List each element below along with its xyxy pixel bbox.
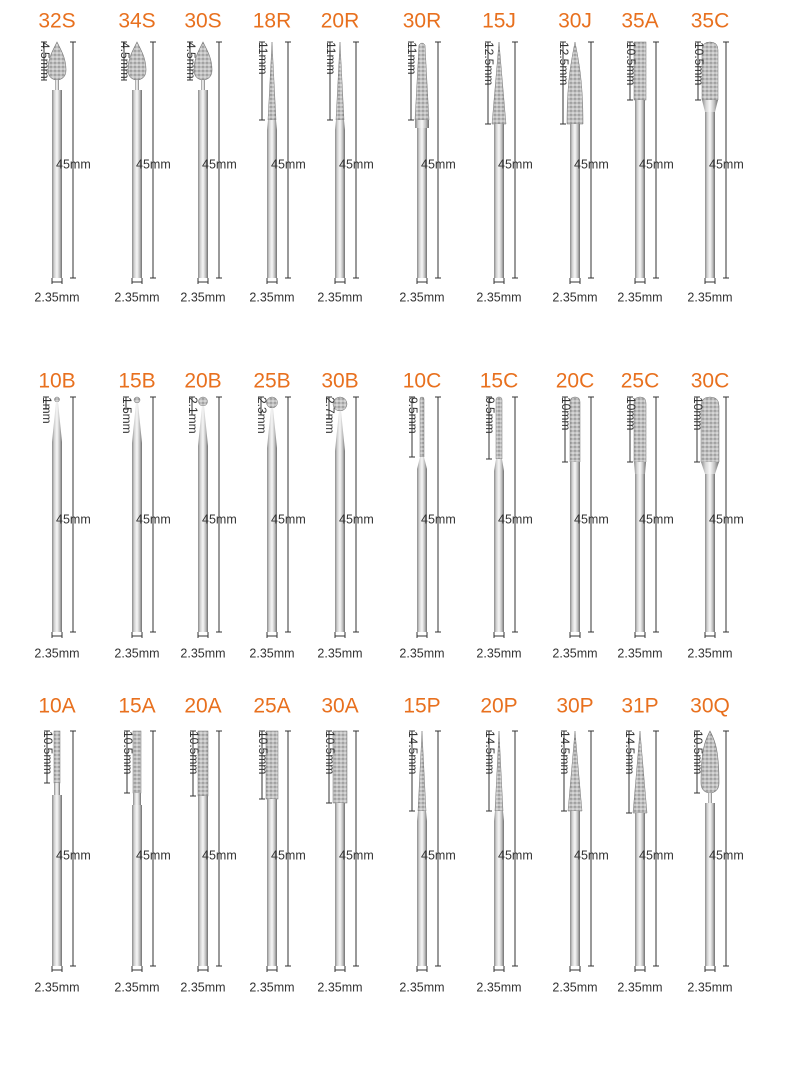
bit-item-15a xyxy=(114,695,170,995)
bit-item-30a xyxy=(317,695,373,995)
bit-shaft xyxy=(417,469,427,632)
shaft-length-label: 45mm xyxy=(271,157,306,172)
bit-code: 20B xyxy=(184,369,222,393)
bit-shaft xyxy=(494,821,504,966)
bit-code: 30A xyxy=(321,694,359,718)
shaft-diameter-label: 2.35mm xyxy=(399,980,445,995)
shaft-length-label: 45mm xyxy=(136,157,171,172)
bit-code: 25A xyxy=(253,694,291,718)
bit-item-30r xyxy=(399,10,455,305)
bit-item-35c xyxy=(687,10,743,305)
bit-code: 25C xyxy=(620,369,660,393)
shaft-length-label: 45mm xyxy=(709,848,744,863)
bit-shaft xyxy=(635,813,645,966)
shaft-length-label: 45mm xyxy=(136,848,171,863)
bit-item-15b xyxy=(114,370,170,661)
bit-code: 25B xyxy=(253,369,291,393)
head-size-label: 11mm xyxy=(324,42,338,75)
bit-shaft xyxy=(494,124,504,278)
bit-item-30q xyxy=(687,695,743,995)
head-size-label: 9.5mm xyxy=(406,397,420,434)
bit-shaft xyxy=(417,128,427,278)
shaft-diameter-label: 2.35mm xyxy=(399,290,445,305)
bit-shaft xyxy=(335,451,345,632)
shaft-diameter-label: 2.35mm xyxy=(617,290,663,305)
bit-shaft xyxy=(198,446,208,632)
bit-code: 35C xyxy=(690,9,730,33)
head-size-label: 14.5mm xyxy=(406,731,420,775)
bit-code: 20A xyxy=(184,694,222,718)
bit-item-10c xyxy=(399,370,455,661)
bit-item-20r xyxy=(317,10,373,305)
head-size-label: 10.5mm xyxy=(692,42,706,86)
shaft-length-label: 45mm xyxy=(709,512,744,527)
bit-code: 15A xyxy=(118,694,156,718)
bit-shaft xyxy=(494,471,504,632)
bit-code: 15C xyxy=(479,369,519,393)
bit-item-30p xyxy=(552,695,608,995)
shaft-length-label: 45mm xyxy=(56,848,91,863)
head-size-label: 10mm xyxy=(559,397,573,431)
head-size-label: 10.5mm xyxy=(41,731,55,775)
shaft-diameter-label: 2.35mm xyxy=(317,646,363,661)
bit-shaft xyxy=(132,805,142,966)
bit-code: 31P xyxy=(621,694,659,718)
bit-item-25a xyxy=(249,695,305,995)
bit-code: 18R xyxy=(252,9,292,33)
head-size-label: 4.5mm xyxy=(38,42,52,79)
bit-shaft xyxy=(132,90,142,278)
shaft-length-label: 45mm xyxy=(639,848,674,863)
head-size-label: 12.5mm xyxy=(557,42,571,86)
shaft-length-label: 45mm xyxy=(498,512,533,527)
bit-shaft xyxy=(705,803,715,966)
shaft-diameter-label: 2.35mm xyxy=(180,646,226,661)
shaft-length-label: 45mm xyxy=(202,157,237,172)
shaft-diameter-label: 2.35mm xyxy=(34,646,80,661)
shaft-diameter-label: 2.35mm xyxy=(617,980,663,995)
bit-code: 30Q xyxy=(690,694,730,718)
bit-code: 35A xyxy=(621,9,659,33)
shaft-length-label: 45mm xyxy=(56,512,91,527)
head-size-label: 10.5mm xyxy=(256,731,270,775)
shaft-length-label: 45mm xyxy=(421,848,456,863)
head-size-label: 1mm xyxy=(40,397,54,424)
shaft-length-label: 45mm xyxy=(56,157,91,172)
bit-item-34s xyxy=(114,10,170,305)
shaft-diameter-label: 2.35mm xyxy=(180,980,226,995)
head-size-label: 2.7mm xyxy=(323,397,337,434)
shaft-length-label: 45mm xyxy=(421,512,456,527)
shaft-diameter-label: 2.35mm xyxy=(249,646,295,661)
bit-shaft xyxy=(570,474,580,632)
shaft-diameter-label: 2.35mm xyxy=(476,646,522,661)
bit-code: 30P xyxy=(556,694,594,718)
bit-item-25b xyxy=(249,370,305,661)
bit-item-35a xyxy=(617,10,673,305)
head-size-label: 4.5mm xyxy=(184,42,198,79)
shaft-length-label: 45mm xyxy=(271,848,306,863)
bit-shaft xyxy=(52,795,62,966)
bit-item-20a xyxy=(180,695,236,995)
head-size-label: 12.5mm xyxy=(482,42,496,86)
shaft-diameter-label: 2.35mm xyxy=(687,980,733,995)
shaft-diameter-label: 2.35mm xyxy=(476,290,522,305)
bit-code: 10C xyxy=(402,369,442,393)
bit-shaft xyxy=(417,821,427,966)
bit-code: 20C xyxy=(555,369,595,393)
bit-shaft xyxy=(267,811,277,966)
bit-item-31p xyxy=(617,695,673,995)
bit-shaft xyxy=(335,815,345,966)
shaft-diameter-label: 2.35mm xyxy=(114,646,160,661)
head-size-label: 10.5mm xyxy=(624,42,638,86)
bit-shaft xyxy=(335,130,345,278)
bit-item-10b xyxy=(34,370,90,661)
shaft-diameter-label: 2.35mm xyxy=(552,980,598,995)
bit-code: 30C xyxy=(690,369,730,393)
bit-code: 10B xyxy=(38,369,76,393)
bit-shaft xyxy=(267,130,277,278)
shaft-diameter-label: 2.35mm xyxy=(114,980,160,995)
shaft-diameter-label: 2.35mm xyxy=(249,980,295,995)
bit-shaft xyxy=(52,90,62,278)
bit-item-15j xyxy=(476,10,532,305)
head-size-label: 14.5mm xyxy=(623,731,637,775)
bit-item-15p xyxy=(399,695,455,995)
bit-item-15c xyxy=(476,370,532,661)
bit-shaft xyxy=(198,808,208,966)
shaft-diameter-label: 2.35mm xyxy=(317,980,363,995)
bit-code: 34S xyxy=(118,9,156,33)
shaft-diameter-label: 2.35mm xyxy=(552,290,598,305)
shaft-length-label: 45mm xyxy=(498,848,533,863)
shaft-length-label: 45mm xyxy=(271,512,306,527)
bit-shaft xyxy=(267,448,277,632)
shaft-diameter-label: 2.35mm xyxy=(687,646,733,661)
bit-code: 30J xyxy=(558,9,592,33)
bit-code: 15P xyxy=(403,694,441,718)
bit-item-20c xyxy=(552,370,608,661)
shaft-length-label: 45mm xyxy=(339,512,374,527)
shaft-diameter-label: 2.35mm xyxy=(249,290,295,305)
bit-shaft xyxy=(705,112,715,278)
bit-code: 20P xyxy=(480,694,518,718)
bit-shaft xyxy=(570,124,580,278)
bit-item-30s xyxy=(180,10,236,305)
bit-shaft xyxy=(635,112,645,278)
bit-code: 10A xyxy=(38,694,76,718)
shaft-length-label: 45mm xyxy=(574,512,609,527)
shaft-diameter-label: 2.35mm xyxy=(687,290,733,305)
head-size-label: 4.5mm xyxy=(118,42,132,79)
shaft-length-label: 45mm xyxy=(202,512,237,527)
bit-item-30c xyxy=(687,370,743,661)
head-size-label: 11mm xyxy=(256,42,270,75)
head-size-label: 14.5mm xyxy=(558,731,572,775)
bit-item-10a xyxy=(34,695,90,995)
head-size-label: 14.5mm xyxy=(483,731,497,775)
bit-code: 15B xyxy=(118,369,156,393)
shaft-length-label: 45mm xyxy=(639,157,674,172)
bit-shaft xyxy=(132,443,142,632)
shaft-length-label: 45mm xyxy=(136,512,171,527)
head-size-label: 9.5mm xyxy=(483,397,497,434)
shaft-diameter-label: 2.35mm xyxy=(114,290,160,305)
shaft-diameter-label: 2.35mm xyxy=(34,290,80,305)
head-size-label: 2.1mm xyxy=(186,397,200,434)
shaft-diameter-label: 2.35mm xyxy=(34,980,80,995)
shaft-length-label: 45mm xyxy=(421,157,456,172)
bit-item-30b xyxy=(317,370,373,661)
bit-item-25c xyxy=(617,370,673,661)
shaft-length-label: 45mm xyxy=(709,157,744,172)
bit-item-30j xyxy=(552,10,608,305)
head-size-label: 1.5mm xyxy=(120,397,134,434)
bit-item-20p xyxy=(476,695,532,995)
bit-item-32s xyxy=(34,10,90,305)
bit-code: 30B xyxy=(321,369,359,393)
bit-shaft xyxy=(52,442,62,632)
shaft-length-label: 45mm xyxy=(339,848,374,863)
shaft-diameter-label: 2.35mm xyxy=(617,646,663,661)
head-size-label: 11mm xyxy=(405,42,419,75)
shaft-diameter-label: 2.35mm xyxy=(180,290,226,305)
shaft-length-label: 45mm xyxy=(574,157,609,172)
head-size-label: 2.3mm xyxy=(255,397,269,434)
bit-item-20b xyxy=(180,370,236,661)
bit-code: 15J xyxy=(482,9,516,33)
bit-code: 32S xyxy=(38,9,76,33)
head-size-label: 10mm xyxy=(624,397,638,431)
bit-shaft xyxy=(705,474,715,632)
head-size-label: 10mm xyxy=(691,397,705,431)
head-size-label: 10.5mm xyxy=(323,731,337,775)
shaft-length-label: 45mm xyxy=(639,512,674,527)
shaft-length-label: 45mm xyxy=(574,848,609,863)
bit-shaft xyxy=(570,811,580,966)
shaft-length-label: 45mm xyxy=(498,157,533,172)
bit-code: 20R xyxy=(320,9,360,33)
shaft-length-label: 45mm xyxy=(202,848,237,863)
shaft-length-label: 45mm xyxy=(339,157,374,172)
bit-shaft xyxy=(198,90,208,278)
shaft-diameter-label: 2.35mm xyxy=(552,646,598,661)
head-size-label: 10.5mm xyxy=(691,731,705,775)
head-size-label: 10.5mm xyxy=(121,731,135,775)
bit-code: 30R xyxy=(402,9,442,33)
shaft-diameter-label: 2.35mm xyxy=(317,290,363,305)
bit-shaft xyxy=(635,474,645,632)
bit-code: 30S xyxy=(184,9,222,33)
bit-item-18r xyxy=(249,10,305,305)
shaft-diameter-label: 2.35mm xyxy=(399,646,445,661)
shaft-diameter-label: 2.35mm xyxy=(476,980,522,995)
head-size-label: 10.5mm xyxy=(187,731,201,775)
